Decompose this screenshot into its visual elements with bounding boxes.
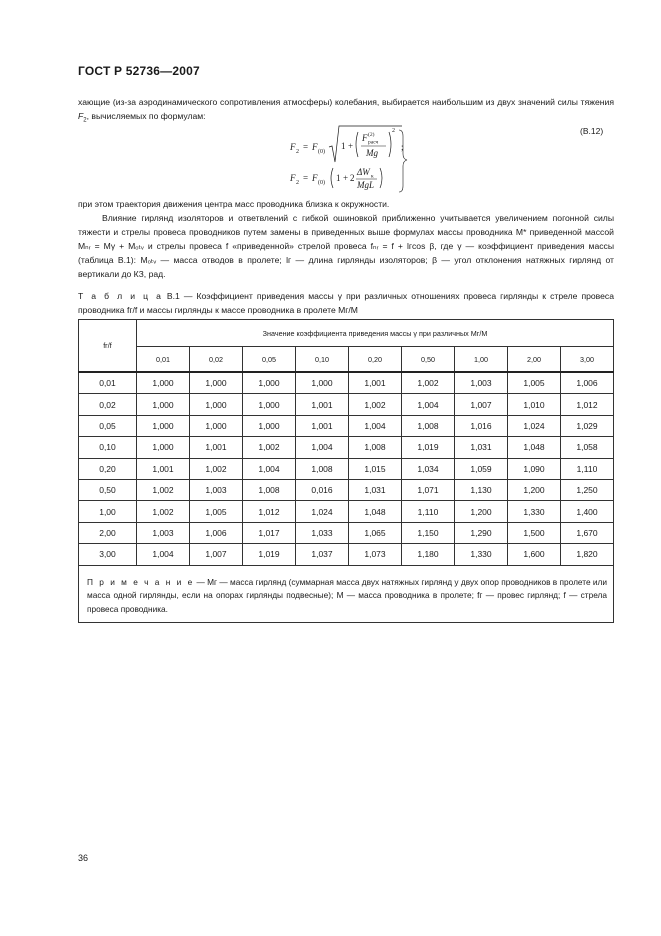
table-cell: 1,001 bbox=[137, 458, 190, 479]
table-cell: 1,005 bbox=[508, 372, 561, 394]
table-cell: 1,006 bbox=[561, 372, 614, 394]
row-label: 0,01 bbox=[79, 372, 137, 394]
row-label: 2,00 bbox=[79, 522, 137, 543]
table-cell: 1,004 bbox=[137, 544, 190, 565]
table-cell: 1,003 bbox=[137, 522, 190, 543]
table-cell: 1,017 bbox=[243, 522, 296, 543]
table-cell: 1,005 bbox=[190, 501, 243, 522]
row-label: 0,10 bbox=[79, 437, 137, 458]
table-cell: 1,110 bbox=[402, 501, 455, 522]
table-cell: 1,000 bbox=[137, 372, 190, 394]
row-header: fг/f bbox=[79, 320, 137, 373]
table-cell: 1,000 bbox=[137, 415, 190, 436]
f0-subscript-2: (0) bbox=[318, 180, 325, 186]
table-cell: 1,000 bbox=[296, 372, 349, 394]
row-label: 0,50 bbox=[79, 479, 137, 500]
formula-b12 bbox=[282, 124, 482, 194]
table-cell: 1,002 bbox=[137, 479, 190, 500]
table-cell: 1,290 bbox=[455, 522, 508, 543]
plus-1: + bbox=[348, 141, 354, 151]
group-header: Значение коэффициента приведения массы γ при различных Mг/M bbox=[137, 320, 614, 347]
table-cell: 1,150 bbox=[402, 522, 455, 543]
f2-symbol: F bbox=[290, 142, 296, 152]
table-cell: 1,015 bbox=[349, 458, 402, 479]
table-cell: 1,008 bbox=[296, 458, 349, 479]
table-cell: 1,004 bbox=[402, 394, 455, 415]
table-cell: 1,250 bbox=[561, 479, 614, 500]
power-2: 2 bbox=[392, 128, 395, 134]
table-cell: 1,048 bbox=[508, 437, 561, 458]
column-header: 2,00 bbox=[508, 347, 561, 373]
table-row bbox=[79, 544, 614, 565]
table-cell: 1,001 bbox=[349, 372, 402, 394]
table-cell: 1,008 bbox=[349, 437, 402, 458]
one-2: 1 bbox=[336, 173, 341, 183]
table-caption-label: Т а б л и ц а bbox=[78, 291, 163, 301]
table-cell: 1,200 bbox=[508, 479, 561, 500]
table-cell: 1,019 bbox=[402, 437, 455, 458]
table-cell: 1,000 bbox=[243, 415, 296, 436]
table-cell: 1,019 bbox=[243, 544, 296, 565]
intro-var-sub: 2 bbox=[83, 117, 87, 124]
table-cell: 1,000 bbox=[190, 415, 243, 436]
table-cell: 1,006 bbox=[190, 522, 243, 543]
f2-subscript-2: 2 bbox=[296, 180, 299, 186]
paren-right-1 bbox=[389, 132, 391, 157]
paragraph-intro bbox=[78, 95, 614, 128]
table-row bbox=[79, 458, 614, 479]
table-cell: 1,670 bbox=[561, 522, 614, 543]
table-note bbox=[79, 565, 614, 623]
table-cell: 1,001 bbox=[296, 415, 349, 436]
table-cell: 1,033 bbox=[296, 522, 349, 543]
column-header: 0,20 bbox=[349, 347, 402, 373]
frac1-num-subscript: расч bbox=[368, 139, 379, 146]
equals-sign-2: = bbox=[303, 173, 309, 183]
formula-brace bbox=[399, 130, 407, 192]
frac1-numerator: F bbox=[362, 133, 368, 143]
table-cell: 1,024 bbox=[296, 501, 349, 522]
table-cell: 1,024 bbox=[508, 415, 561, 436]
row-label: 0,05 bbox=[79, 415, 137, 436]
one-1: 1 bbox=[341, 141, 346, 151]
table-cell: 1,002 bbox=[190, 458, 243, 479]
table-cell: 1,048 bbox=[349, 501, 402, 522]
table-cell: 1,820 bbox=[561, 544, 614, 565]
document-header: ГОСТ Р 52736—2007 bbox=[78, 64, 200, 78]
row-label: 3,00 bbox=[79, 544, 137, 565]
table-cell: 1,130 bbox=[455, 479, 508, 500]
table-cell: 1,010 bbox=[508, 394, 561, 415]
paren-left-2 bbox=[331, 168, 333, 188]
table-cell: 1,004 bbox=[349, 415, 402, 436]
frac2-numerator: ΔW bbox=[357, 167, 370, 177]
table-cell: 1,400 bbox=[561, 501, 614, 522]
coefficient-table bbox=[78, 319, 614, 623]
table-cell: 1,008 bbox=[243, 479, 296, 500]
table-cell: 1,012 bbox=[243, 501, 296, 522]
table-caption bbox=[78, 289, 614, 317]
table-cell: 1,330 bbox=[455, 544, 508, 565]
table-cell: 1,007 bbox=[455, 394, 508, 415]
table-cell: 1,008 bbox=[402, 415, 455, 436]
frac1-num-superscript: (2) bbox=[368, 132, 375, 138]
table-row bbox=[79, 394, 614, 415]
table-row bbox=[79, 501, 614, 522]
column-header: 0,50 bbox=[402, 347, 455, 373]
intro-text-b: , вычисляемых по формулам: bbox=[86, 111, 206, 121]
column-header: 0,05 bbox=[243, 347, 296, 373]
row-label: 1,00 bbox=[79, 501, 137, 522]
table-row bbox=[79, 415, 614, 436]
column-header-row bbox=[79, 347, 614, 373]
column-header: 0,02 bbox=[190, 347, 243, 373]
table-cell: 1,034 bbox=[402, 458, 455, 479]
table-caption-text: B.1 — Коэффициент приведения массы γ при различных отношениях провеса гирлянды к стреле провеса проводника fг/f и массы гирлянды к массе проводника в пролете Mг/M bbox=[78, 291, 614, 315]
table-cell: 1,000 bbox=[190, 372, 243, 394]
note-text: — Mг — масса гирлянд (суммарная масса двух натяжных гирлянд у двух опор проводников в пролете или масса одной гирлянды, если на опорах гирлянды подвесные); M — масса проводника в пролете; fг — провес гирлянд; f — стрела провеса проводника. bbox=[87, 576, 608, 614]
table-cell: 1,007 bbox=[190, 544, 243, 565]
frac2-num-subscript: к bbox=[371, 173, 374, 180]
equals-sign-1: = bbox=[303, 142, 309, 152]
table-cell: 1,001 bbox=[190, 437, 243, 458]
table-cell: 1,003 bbox=[190, 479, 243, 500]
table-cell: 1,000 bbox=[243, 394, 296, 415]
table-cell: 1,002 bbox=[137, 501, 190, 522]
paren-left-1 bbox=[356, 132, 358, 157]
table-cell: 1,004 bbox=[243, 458, 296, 479]
table-cell: 1,004 bbox=[296, 437, 349, 458]
column-header: 3,00 bbox=[561, 347, 614, 373]
table-cell: 1,090 bbox=[508, 458, 561, 479]
table-cell: 1,500 bbox=[508, 522, 561, 543]
column-header: 0,10 bbox=[296, 347, 349, 373]
table-cell: 1,071 bbox=[402, 479, 455, 500]
table-row bbox=[79, 372, 614, 394]
table-cell: 1,000 bbox=[190, 394, 243, 415]
f2-symbol-2: F bbox=[290, 173, 296, 183]
column-header: 1,00 bbox=[455, 347, 508, 373]
table-cell: 1,002 bbox=[243, 437, 296, 458]
table-row bbox=[79, 522, 614, 543]
table-cell: 1,002 bbox=[349, 394, 402, 415]
f0-symbol-2: F bbox=[312, 173, 318, 183]
intro-text-a: хающие (из-за аэродинамического сопротивления атмосферы) колебания, выбирается наибольшим из двух значений силы тяжения bbox=[78, 97, 614, 107]
row-label: 0,20 bbox=[79, 458, 137, 479]
paragraph-garlands: Влияние гирлянд изоляторов и ответвлений с гибкой ошиновкой приближенно учитывается увеличением погонной силы тяжести и стрелы провеса проводников путем замены в приведенных выше формулах массы проводника M* приведенной массой Mₙᵣ = Mγ + Mₒₜᵥ и стрелы провеса f «приведенной» стрелой провеса fₙᵣ = f + lгcos β, где γ — коэффициент приведения массы (таблица B.1): Mₒₜᵥ — масса отводов в пролете; lг — длина гирлянды изоляторов; β — угол отклонения натяжных гирлянд от вертикали до КЗ, рад. bbox=[78, 213, 614, 279]
f0-symbol: F bbox=[312, 142, 318, 152]
paren-right-2 bbox=[380, 168, 382, 188]
table-cell: 0,016 bbox=[296, 479, 349, 500]
plus-2: + bbox=[343, 173, 349, 183]
f2-subscript: 2 bbox=[296, 149, 299, 155]
paragraph-trajectory: при этом траектория движения центра масс проводника близка к окружности. bbox=[78, 199, 390, 209]
table-cell: 1,031 bbox=[349, 479, 402, 500]
table-cell: 1,016 bbox=[455, 415, 508, 436]
page-number: 36 bbox=[78, 853, 89, 863]
table-cell: 1,059 bbox=[455, 458, 508, 479]
table-cell: 1,110 bbox=[561, 458, 614, 479]
equation-number: (B.12) bbox=[580, 126, 604, 136]
table-body bbox=[79, 372, 614, 565]
table-cell: 1,000 bbox=[137, 437, 190, 458]
column-header: 0,01 bbox=[137, 347, 190, 373]
table-cell: 1,000 bbox=[243, 372, 296, 394]
table-cell: 1,330 bbox=[508, 501, 561, 522]
coef-two: 2 bbox=[350, 173, 355, 183]
table-cell: 1,001 bbox=[296, 394, 349, 415]
table-cell: 1,000 bbox=[137, 394, 190, 415]
table-cell: 1,031 bbox=[455, 437, 508, 458]
table-cell: 1,073 bbox=[349, 544, 402, 565]
table-row bbox=[79, 437, 614, 458]
table-cell: 1,065 bbox=[349, 522, 402, 543]
table-cell: 1,200 bbox=[455, 501, 508, 522]
table-cell: 1,003 bbox=[455, 372, 508, 394]
intro-var: F bbox=[78, 111, 84, 121]
f0-subscript: (0) bbox=[318, 149, 325, 155]
table-cell: 1,002 bbox=[402, 372, 455, 394]
table-cell: 1,029 bbox=[561, 415, 614, 436]
table-cell: 1,012 bbox=[561, 394, 614, 415]
semicolon: ; bbox=[401, 142, 404, 152]
frac1-denominator: Mg bbox=[366, 148, 378, 158]
table-cell: 1,058 bbox=[561, 437, 614, 458]
note-label: П р и м е ч а н и е bbox=[87, 576, 195, 587]
table-row bbox=[79, 479, 614, 500]
table-cell: 1,600 bbox=[508, 544, 561, 565]
table-cell: 1,180 bbox=[402, 544, 455, 565]
table-cell: 1,037 bbox=[296, 544, 349, 565]
frac2-denominator: MgL bbox=[357, 180, 375, 190]
row-label: 0,02 bbox=[79, 394, 137, 415]
